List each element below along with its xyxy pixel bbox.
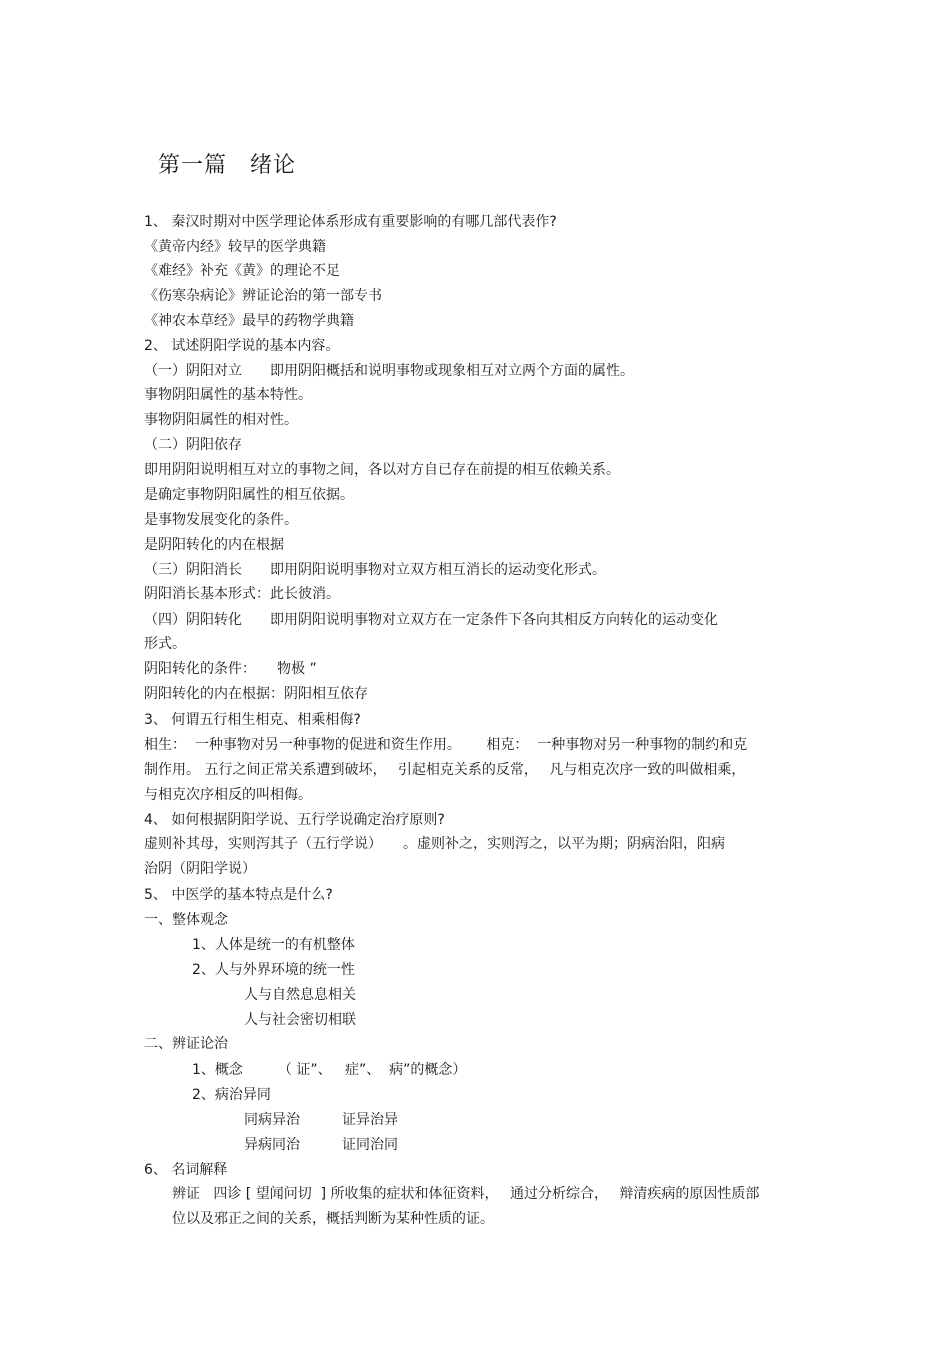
question-5: 5、 中医学的基本特点是什么? bbox=[144, 887, 333, 903]
page-title: 第一篇 绪论 bbox=[158, 153, 297, 178]
answer-line: 阴阳转化的内在根据：阴阳相互依存 bbox=[144, 686, 368, 702]
question-2: 2、 试述阴阳学说的基本内容。 bbox=[144, 338, 340, 354]
answer-line: 阴阳消长基本形式：此长彼消。 bbox=[144, 586, 340, 602]
answer-line: 虚则补其母，实则泻其子（五行学说） 。虚则补之，实则泻之，以平为期；阴病治阳，阳病 bbox=[144, 836, 725, 852]
list-item: 2、人与外界环境的统一性 bbox=[192, 962, 355, 978]
sub-list-item: 人与自然息息相关 bbox=[244, 987, 356, 1003]
question-3: 3、 何谓五行相生相克、相乘相侮? bbox=[144, 712, 361, 728]
list-item: 1、概念 （ 证”、 症”、 病”的概念） bbox=[192, 1062, 467, 1078]
answer-line: （四）阴阳转化 即用阴阳说明事物对立双方在一定条件下各向其相反方向转化的运动变化 bbox=[144, 612, 718, 628]
list-item: 1、人体是统一的有机整体 bbox=[192, 937, 355, 953]
question-1: 1、 秦汉时期对中医学理论体系形成有重要影响的有哪几部代表作? bbox=[144, 214, 557, 230]
answer-line: （三）阴阳消长 即用阴阳说明事物对立双方相互消长的运动变化形式。 bbox=[144, 562, 606, 578]
answer-line: （一）阴阳对立 即用阴阳概括和说明事物或现象相互对立两个方面的属性。 bbox=[144, 363, 634, 379]
question-4: 4、 如何根据阴阳学说、五行学说确定治疗原则? bbox=[144, 812, 445, 828]
list-item: 2、病治异同 bbox=[192, 1087, 271, 1103]
answer-line: （二）阴阳依存 bbox=[144, 437, 242, 453]
answer-line: 与相克次序相反的叫相侮。 bbox=[144, 787, 312, 803]
sub-list-item: 同病异治 证异治异 bbox=[244, 1112, 398, 1128]
section-heading: 二、辨证论治 bbox=[144, 1036, 228, 1052]
sub-list-item: 异病同治 证同治同 bbox=[244, 1137, 398, 1153]
answer-line: 是事物发展变化的条件。 bbox=[144, 512, 298, 528]
answer-line: 相生： 一种事物对另一种事物的促进和资生作用。 相克： 一种事物对另一种事物的制约和克 bbox=[144, 737, 748, 753]
answer-line: 事物阴阳属性的相对性。 bbox=[144, 412, 298, 428]
answer-line: 《伤寒杂病论》辨证论治的第一部专书 bbox=[144, 288, 382, 304]
section-heading: 一、整体观念 bbox=[144, 912, 228, 928]
answer-line: 事物阴阳属性的基本特性。 bbox=[144, 387, 312, 403]
definition-line: 位以及邪正之间的关系，概括判断为某种性质的证。 bbox=[172, 1211, 494, 1227]
question-6: 6、 名词解释 bbox=[144, 1162, 228, 1178]
answer-line: 是阴阳转化的内在根据 bbox=[144, 537, 284, 553]
answer-line: 《黄帝内经》较早的医学典籍 bbox=[144, 239, 326, 255]
answer-line: 制作用。 五行之间正常关系遭到破坏， 引起相克关系的反常， 凡与相克次序一致的叫做相乘， bbox=[144, 762, 746, 778]
sub-list-item: 人与社会密切相联 bbox=[244, 1012, 356, 1028]
answer-line: 即用阴阳说明相互对立的事物之间，各以对方自已存在前提的相互依赖关系。 bbox=[144, 462, 620, 478]
answer-line: 是确定事物阴阳属性的相互依据。 bbox=[144, 487, 354, 503]
answer-line: 治阴（阴阳学说） bbox=[144, 861, 256, 877]
answer-line: 《神农本草经》最早的药物学典籍 bbox=[144, 313, 354, 329]
answer-line: 《难经》补充《黄》的理论不足 bbox=[144, 263, 340, 279]
definition-line: 辨证 四诊 [ 望闻问切 ] 所收集的症状和体征资料， 通过分析综合， 辩清疾病的原因性质部 bbox=[172, 1186, 760, 1202]
answer-line: 形式。 bbox=[144, 636, 186, 652]
answer-line: 阴阳转化的条件： 物极 ” bbox=[144, 661, 317, 677]
